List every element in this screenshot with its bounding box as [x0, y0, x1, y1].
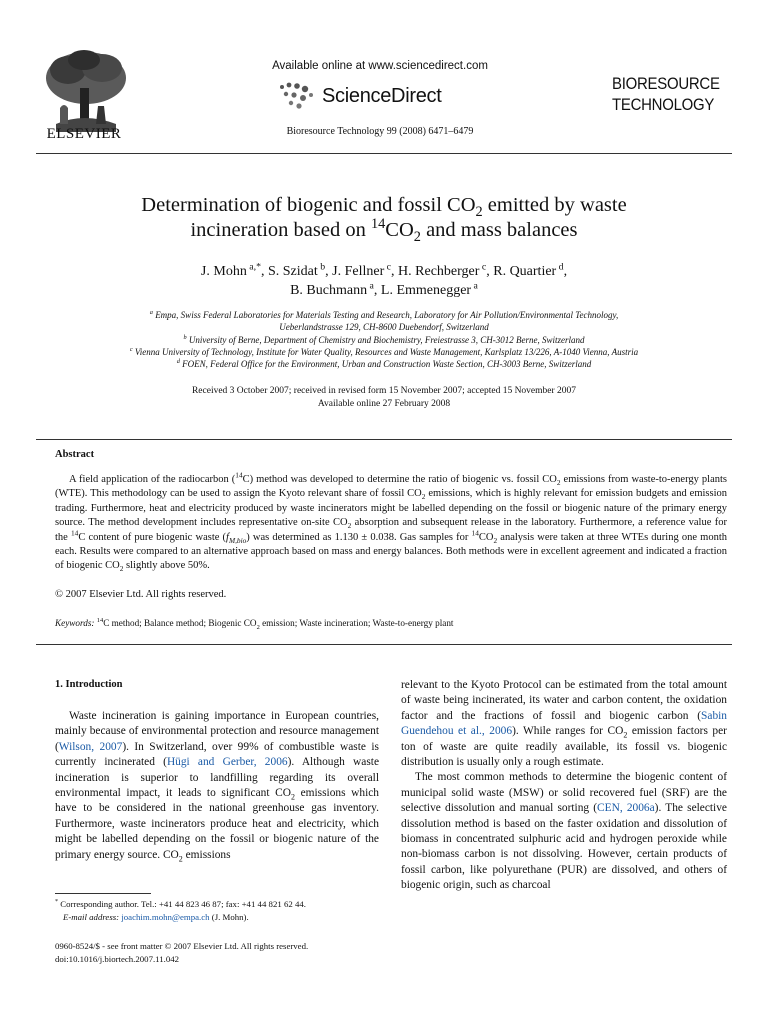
- author-list: J. Mohn $^{a,*}$, S. Szidat $^b$, J. Fellner $^c$, H. Rechberger $^c$, R. Quartier $^d$, B. Buchmann $^a$, L. Emmenegger $^a$: [200, 261, 568, 298]
- doi-line[interactable]: doi:10.1016/j.biortech.2007.11.042: [55, 953, 180, 964]
- journal-citation: Bioresource Technology 99 (2008) 6471–6479: [286, 126, 474, 137]
- citation-link[interactable]: Sabin Guendehou et al., 2006: [401, 709, 727, 738]
- online-date: Available online 27 February 2008: [317, 398, 451, 409]
- affiliation: $^b$ University of Berne, Department of Chemistry and Biochemistry, Freiestrasse 3, CH-3012 Berne, Switzerland: [183, 333, 585, 345]
- brand-line-1: BIORESOURCE: [612, 74, 720, 93]
- brand-line-2: TECHNOLOGY: [612, 95, 715, 114]
- front-matter: [55, 940, 455, 965]
- affiliation: $^a$ Empa, Swiss Federal Laboratories for Materials Testing and Research, Laboratory for Air Pollution/Environmental Technology,: [149, 309, 619, 320]
- citation-link[interactable]: Hügi and Gerber, 2006: [166, 756, 288, 769]
- section-heading-introduction: 1. Introduction: [55, 679, 123, 690]
- author-name: R. Quartier: [493, 264, 557, 279]
- abstract-heading: Abstract: [55, 449, 95, 460]
- author-name: B. Buchmann: [290, 283, 368, 298]
- abstract-body: A field application of the radiocarbon ($^{14}$C) method was developed to determine the ratio of biogenic vs. fossil $CO_2$ emissions from waste-to-energy plants (WTE). This methodology can be used to assign the Kyoto relevant share of fossil $CO_2$ emissions, which is highly relevant for emission budgets and emission trading. Furthermore, heat and electricity produced by waste incinerators might be labelled depending on the fossil or biogenic nature of the primary energy source. The method development includes representative on-site $CO_2$ absorption and subsequent release in the laboratory. Furthermore, a reference value for the $^{14}$C content of pure biogenic waste $(f_{M,bio})$ was determined as 1.130 ± 0.038. Gas samples for $^{14}CO_2$ analysis were taken at three WTEs during one month each. Results were compared to an alternative approach based on mass and energy balances. Both methods were in excellent agreement and indicated a fraction of biogenic $CO_2$ slightly above 50%.: [55, 470, 727, 574]
- article-dates: [60, 385, 708, 410]
- article-title: Determination of biogenic and fossil $CO_2$ emitted by waste incineration based on $^{14}CO_2$ and mass balances: [141, 194, 627, 246]
- sciencedirect-wordmark: ScienceDirect: [322, 85, 442, 107]
- elsevier-wordmark: ELSEVIER: [46, 126, 122, 142]
- affiliation-list: [40, 309, 728, 370]
- author-name: S. Szidat: [267, 264, 318, 279]
- affiliation: Ueberlandstrasse 129, CH-8600 Duebendorf, Switzerland: [279, 322, 489, 333]
- right-column-text: [401, 678, 727, 894]
- author-name: J. Mohn: [200, 264, 247, 279]
- citation-link[interactable]: CEN, 2006a: [597, 802, 655, 815]
- sciencedirect-dots-icon: [278, 81, 322, 113]
- received-dates: Received 3 October 2007; received in revised form 15 November 2007; accepted 15 November 2007: [191, 386, 577, 396]
- abstract-divider-top: [36, 439, 732, 440]
- abstract-divider-bottom: [36, 644, 732, 645]
- corresponding-author-footnote: * Corresponding author. Tel.: +41 44 823 46 87; fax: +41 44 821 62 44. E-mail address: joachim.mohn@empa.ch (J. Mohn).: [55, 899, 306, 922]
- available-online-text[interactable]: Available online at www.sciencedirect.com: [272, 60, 488, 72]
- header-divider: [36, 153, 732, 154]
- paragraph: relevant to the Kyoto Protocol can be estimated from the total amount of waste being incinerated, its water and carbon content, the oxidation factor and the fractions of fossil and biogenic carbon (Sabin Guendehou et al., 2006). While ranges for $CO_2$ emission factors per ton of waste are quite readily available, its fossil vs. biogenic distribution is usually only a rough estimate.: [401, 679, 727, 769]
- left-column-text: Waste incineration is gaining importance in European countries, mainly because of environmental protection and resource management (Wilson, 2007). In Switzerland, over 99% of combustible waste is currently incinerated (Hügi and Gerber, 2006). Although waste incineration is superior to landfilling regarding its overall environmental impact, it leads to significant $CO_2$ emissions which have to be considered in the national greenhouse gas inventory. Furthermore, waste incinerators produce heat and electricity, which might be labelled depending on the fossil or biogenic nature of the primary energy source. $CO_2$ emissions: [55, 710, 379, 863]
- affiliation: $^d$ FOEN, Federal Office for the Environment, Urban and Construction Waste Section, CH-3003 Berne, Switzerland: [176, 358, 592, 370]
- journal-brand: [612, 73, 718, 115]
- citation-link[interactable]: Wilson, 2007: [58, 740, 123, 753]
- issn-line: 0960-8524/$ - see front matter © 2007 Elsevier Ltd. All rights reserved.: [55, 941, 309, 951]
- email-link[interactable]: joachim.mohn@empa.ch: [121, 912, 210, 922]
- author-name: L. Emmenegger: [380, 283, 472, 298]
- abstract-copyright: © 2007 Elsevier Ltd. All rights reserved.: [55, 589, 227, 600]
- paragraph: The most common methods to determine the biogenic content of municipal solid waste (MSW) or solid recovered fuel (SRF) are the selective dissolution and manual sorting (CEN, 2006a). The selective dissolution method is based on the faster oxidation and dissolution of biomass in concentrated sulphuric acid and hydrogen peroxide while non-biomass carbon is not dissolving. However, certain products of fossil carbon, like polyurethane (PUR) are dissolved, and others of biogenic origin, such as charcoal: [401, 771, 727, 892]
- author-name: H. Rechberger: [398, 264, 480, 279]
- affiliation: $^c$ Vienna University of Technology, Institute for Water Quality, Resources and Waste Management, Karlsplatz 13/226, A-1040 Vienna, Austria: [129, 345, 639, 357]
- author-name: J. Fellner: [332, 264, 385, 279]
- footnote-divider: [55, 893, 151, 894]
- keywords: Keywords: $^{14}$C method; Balance method; Biogenic $CO_2$ emission; Waste incineration; Waste-to-energy plant: [55, 616, 454, 631]
